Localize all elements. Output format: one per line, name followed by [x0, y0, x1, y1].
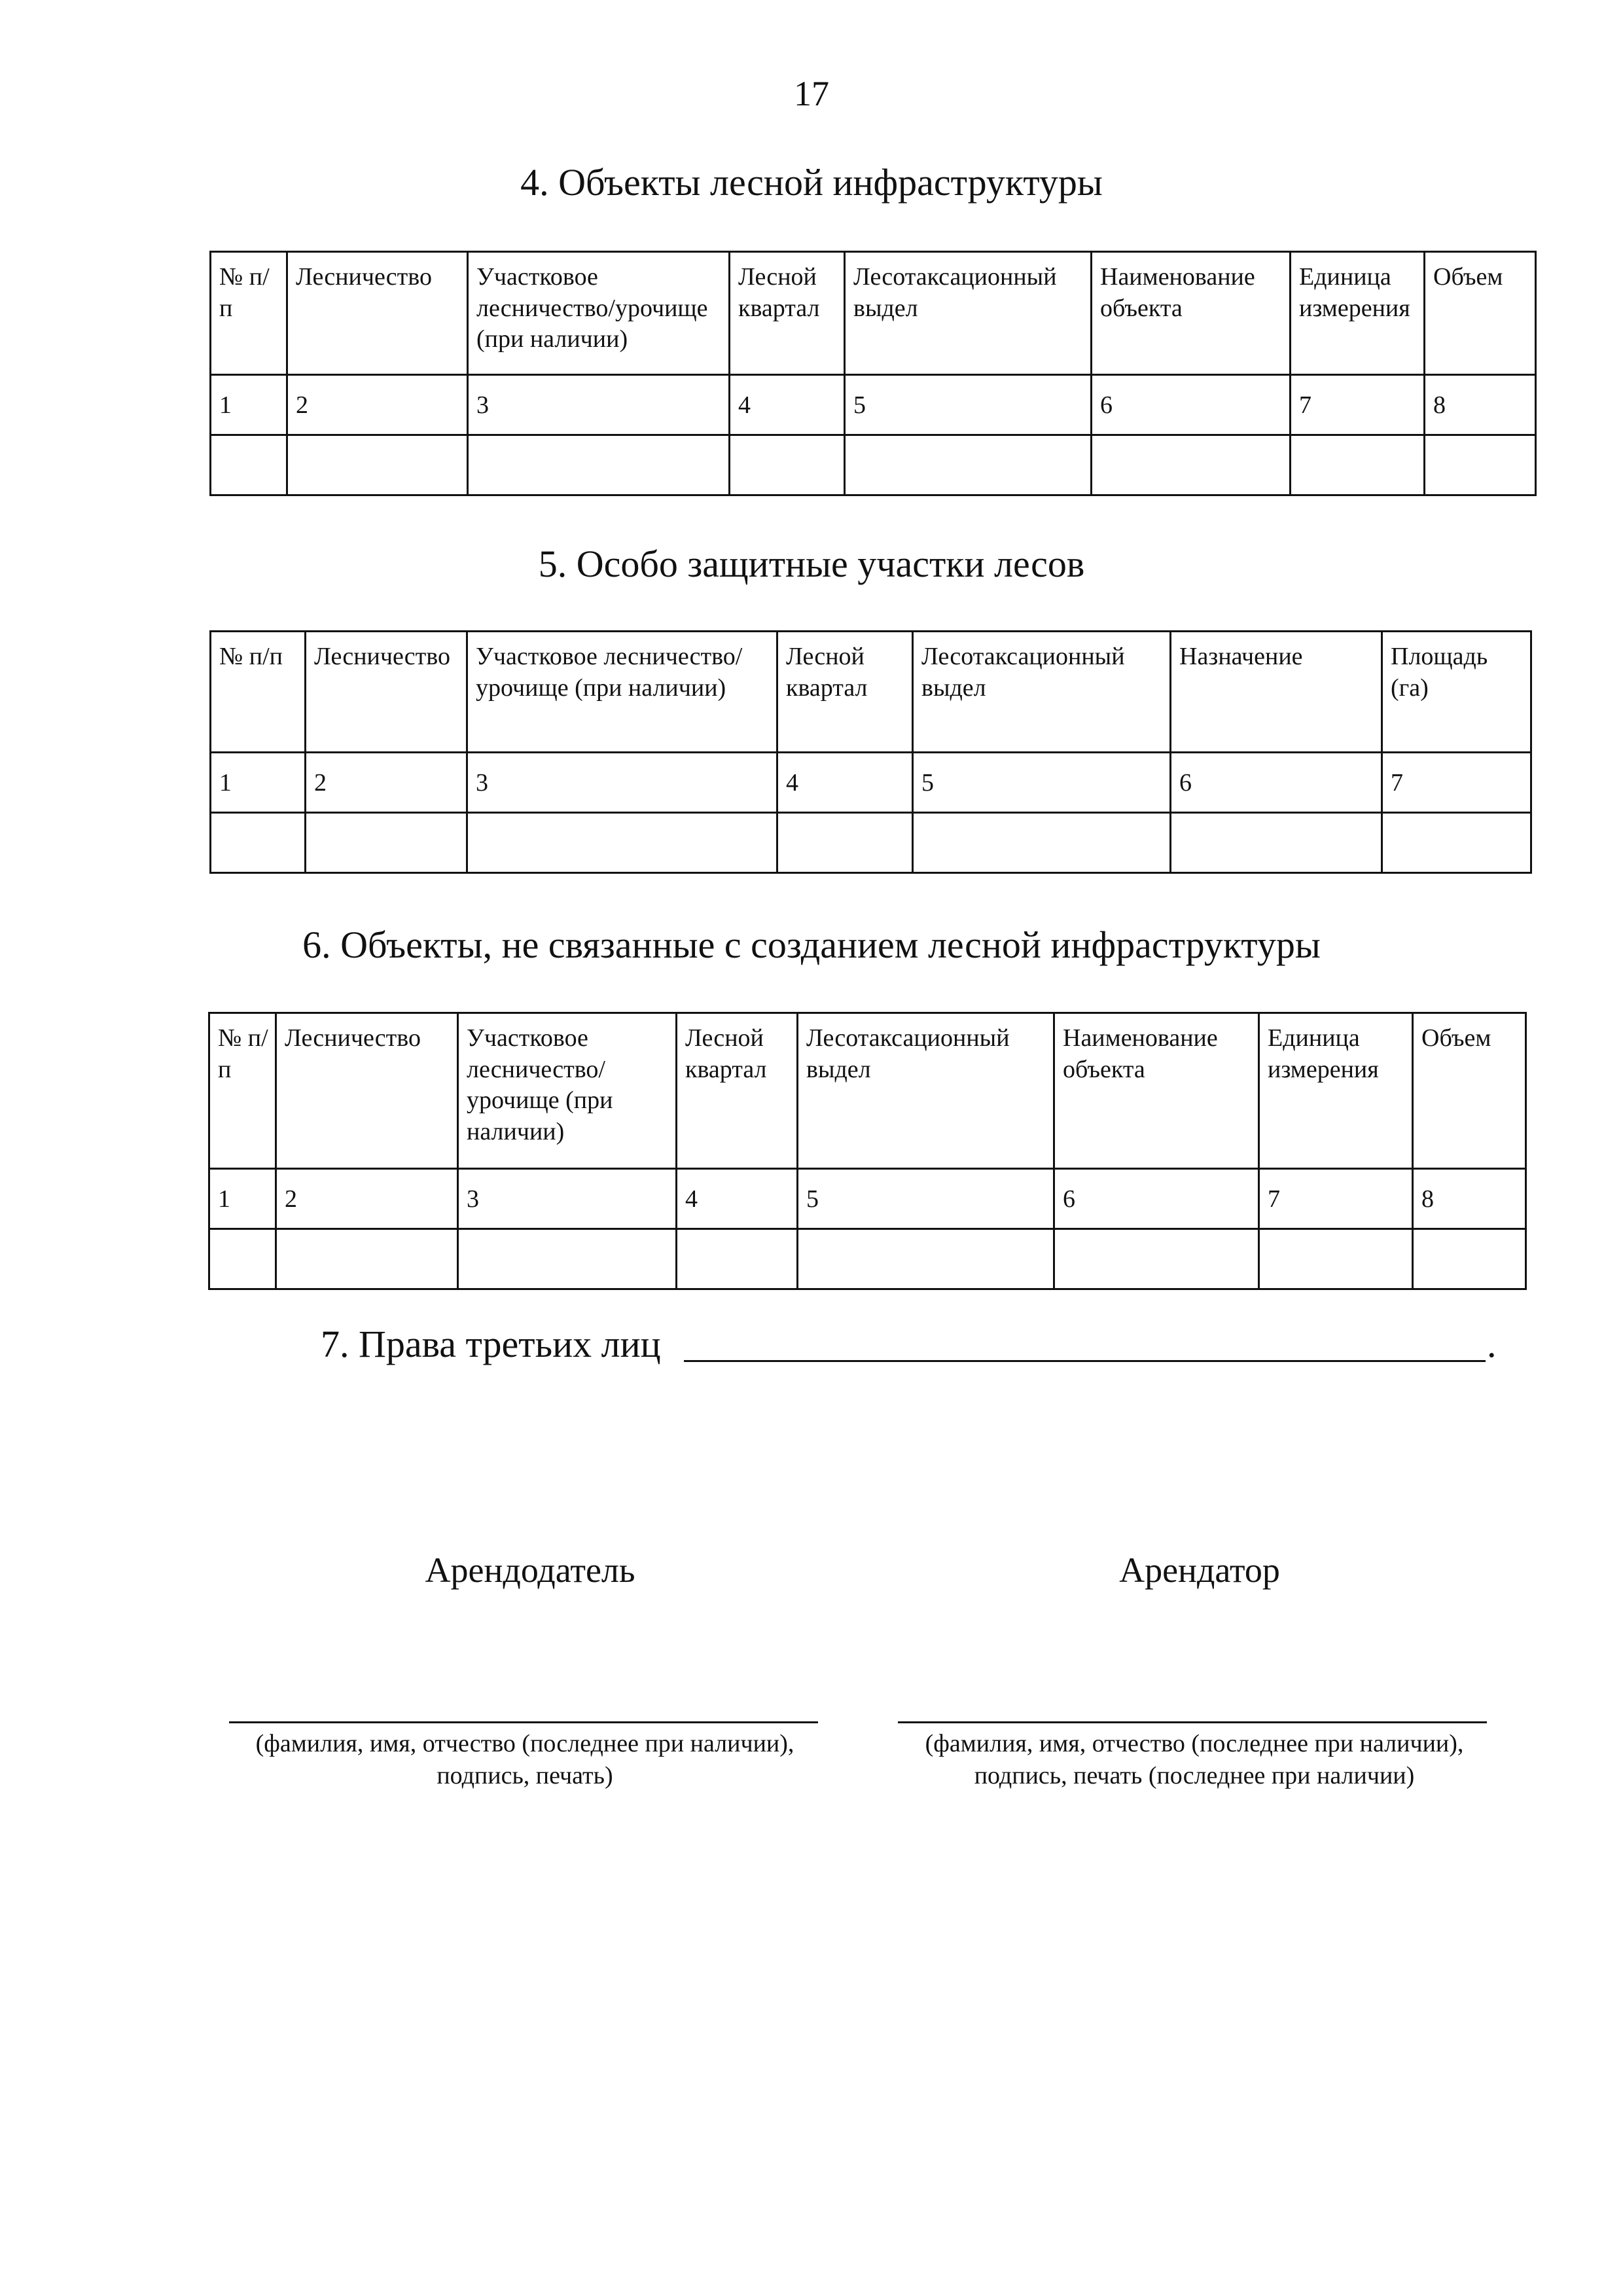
number-cell: 3: [468, 375, 730, 435]
number-cell: 2: [276, 1169, 458, 1229]
number-cell: 4: [730, 375, 845, 435]
column-number-row: [211, 753, 1531, 813]
lessee-signature-caption: (фамилия, имя, отчество (последнее при наличии), подпись, печать (последнее при наличии): [925, 1730, 1464, 1790]
number-cell: 1: [211, 753, 306, 813]
number-cell: 2: [287, 375, 468, 435]
empty-cell[interactable]: [1291, 435, 1425, 495]
header-cell: Участковое лесничество/урочище (при наличии): [467, 632, 777, 753]
table-header-row: [211, 632, 1531, 753]
empty-cell[interactable]: [458, 1229, 677, 1289]
empty-cell[interactable]: [211, 813, 306, 873]
empty-cell[interactable]: [1382, 813, 1531, 873]
number-cell: 1: [211, 375, 287, 435]
non-infrastructure-objects-table: [208, 1012, 1527, 1290]
empty-cell[interactable]: [1425, 435, 1536, 495]
number-cell: 7: [1259, 1169, 1413, 1229]
header-cell: Площадь (га): [1382, 632, 1531, 753]
number-cell: 8: [1413, 1169, 1526, 1229]
page-number: 17: [794, 74, 829, 113]
empty-cell[interactable]: [468, 435, 730, 495]
empty-cell[interactable]: [845, 435, 1092, 495]
section-6-title: 6. Объекты, не связанные с созданием лесной инфраструктуры: [302, 924, 1321, 966]
header-cell: Лесотаксационный выдел: [913, 632, 1171, 753]
header-cell: Лесничество: [287, 252, 468, 375]
lessor-signature-line[interactable]: [229, 1721, 818, 1723]
column-number-row: [209, 1169, 1526, 1229]
column-number-row: [211, 375, 1536, 435]
lessee-title: Арендатор: [1119, 1551, 1280, 1590]
empty-cell[interactable]: [209, 1229, 276, 1289]
number-cell: 3: [458, 1169, 677, 1229]
header-cell: Лесничество: [276, 1013, 458, 1169]
header-cell: № п/п: [211, 632, 306, 753]
empty-cell[interactable]: [1054, 1229, 1259, 1289]
empty-cell[interactable]: [287, 435, 468, 495]
empty-entry-row: [211, 435, 1536, 495]
empty-cell[interactable]: [211, 435, 287, 495]
number-cell: 6: [1054, 1169, 1259, 1229]
empty-cell[interactable]: [777, 813, 913, 873]
empty-cell[interactable]: [1092, 435, 1291, 495]
table-header-row: [209, 1013, 1526, 1169]
empty-entry-row: [211, 813, 1531, 873]
empty-cell[interactable]: [913, 813, 1171, 873]
section-5-title: 5. Особо защитные участки лесов: [538, 543, 1085, 585]
protected-areas-table: [209, 630, 1532, 874]
number-cell: 5: [913, 753, 1171, 813]
lessor-title: Арендодатель: [425, 1551, 635, 1590]
header-cell: Лесотаксационный выдел: [845, 252, 1092, 375]
header-cell: Единица измерения: [1259, 1013, 1413, 1169]
third-party-rights-end: .: [1487, 1323, 1497, 1365]
lessee-signature-line[interactable]: [898, 1721, 1487, 1723]
empty-cell[interactable]: [1413, 1229, 1526, 1289]
header-cell: Единица измерения: [1291, 252, 1425, 375]
header-cell: Участковое лесничество/ урочище (при наличии): [458, 1013, 677, 1169]
number-cell: 1: [209, 1169, 276, 1229]
empty-cell[interactable]: [467, 813, 777, 873]
header-cell: № п/п: [209, 1013, 276, 1169]
header-cell: Наименование объекта: [1054, 1013, 1259, 1169]
header-cell: Наименование объекта: [1092, 252, 1291, 375]
empty-cell[interactable]: [798, 1229, 1054, 1289]
empty-cell[interactable]: [1259, 1229, 1413, 1289]
number-cell: 8: [1425, 375, 1536, 435]
empty-cell[interactable]: [276, 1229, 458, 1289]
number-cell: 4: [677, 1169, 798, 1229]
number-cell: 6: [1171, 753, 1382, 813]
header-cell: Лесной квартал: [677, 1013, 798, 1169]
header-cell: Лесничество: [306, 632, 467, 753]
header-cell: № п/п: [211, 252, 287, 375]
empty-cell[interactable]: [730, 435, 845, 495]
number-cell: 5: [845, 375, 1092, 435]
number-cell: 6: [1092, 375, 1291, 435]
empty-cell[interactable]: [1171, 813, 1382, 873]
header-cell: Назначение: [1171, 632, 1382, 753]
number-cell: 7: [1382, 753, 1531, 813]
third-party-rights-field[interactable]: [684, 1360, 1486, 1362]
section-4-title: 4. Объекты лесной инфраструктуры: [520, 161, 1103, 204]
number-cell: 7: [1291, 375, 1425, 435]
header-cell: Участковое лесничество/урочище (при наличии): [468, 252, 730, 375]
header-cell: Объем: [1413, 1013, 1526, 1169]
empty-entry-row: [209, 1229, 1526, 1289]
number-cell: 4: [777, 753, 913, 813]
empty-cell[interactable]: [306, 813, 467, 873]
third-party-rights-label: 7. Права третьих лиц: [321, 1323, 661, 1365]
empty-cell[interactable]: [677, 1229, 798, 1289]
header-cell: Объем: [1425, 252, 1536, 375]
header-cell: Лесной квартал: [730, 252, 845, 375]
number-cell: 2: [306, 753, 467, 813]
header-cell: Лесотаксационный выдел: [798, 1013, 1054, 1169]
infrastructure-table: [209, 251, 1537, 496]
number-cell: 5: [798, 1169, 1054, 1229]
lessor-signature-caption: (фамилия, имя, отчество (последнее при наличии), подпись, печать): [255, 1730, 794, 1790]
number-cell: 3: [467, 753, 777, 813]
table-header-row: [211, 252, 1536, 375]
header-cell: Лесной квартал: [777, 632, 913, 753]
